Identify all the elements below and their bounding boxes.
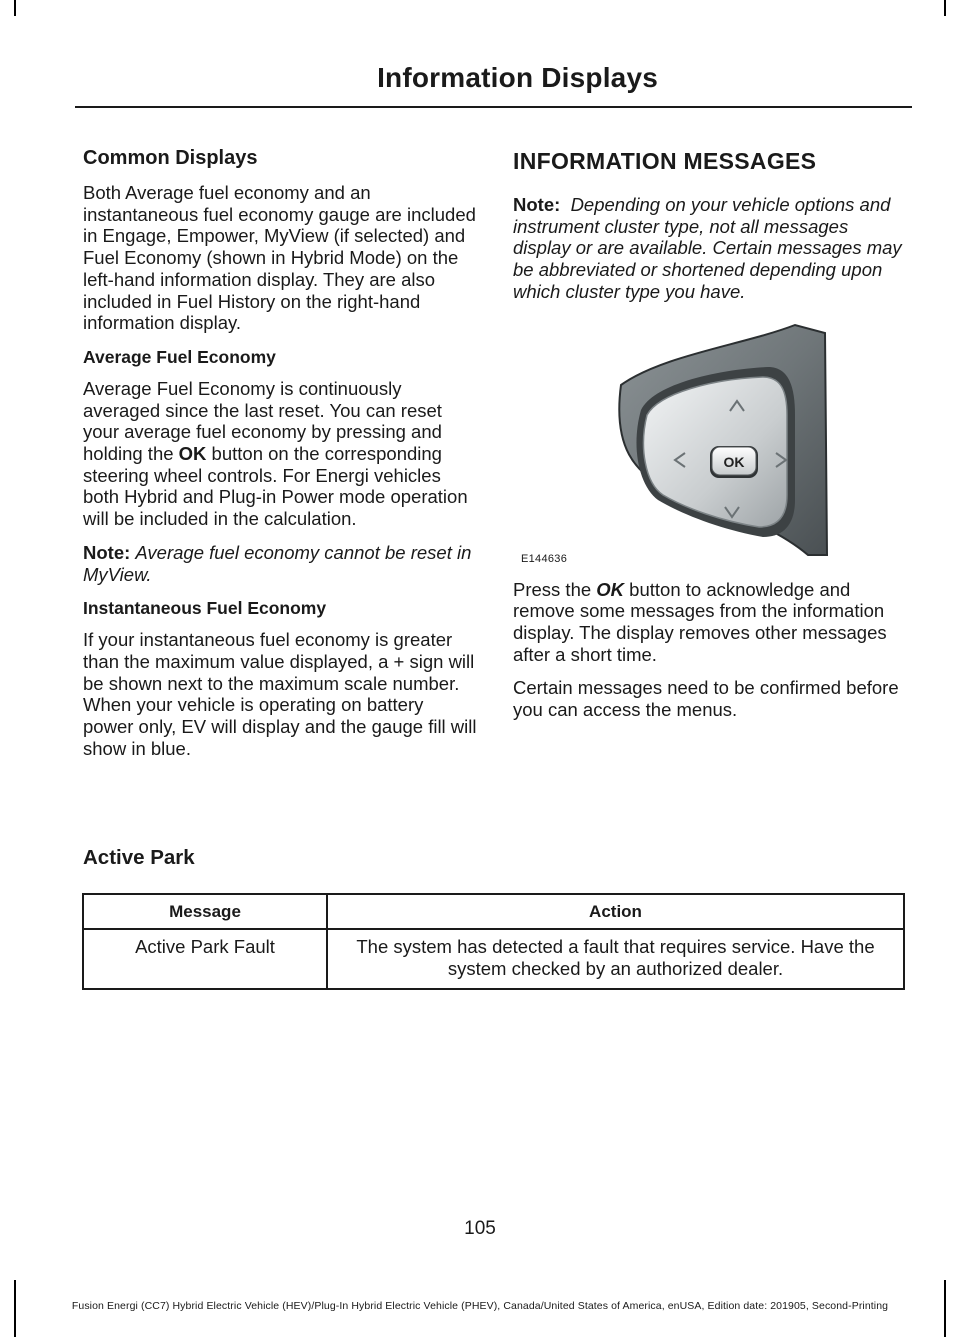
- page-header-title: Information Displays: [377, 62, 658, 93]
- note-text: Depending on your vehicle options and instrument cluster type, not all messages display or are available. Certain messages may be abbreviated or shortened depending upon which cluster type you have.: [513, 194, 902, 302]
- right-column: [513, 146, 910, 733]
- steering-wheel-controls-figure: [513, 315, 910, 565]
- figure-code: E144636: [521, 552, 568, 565]
- average-fuel-economy-body-end: button on the corresponding steering wheel controls. For Energi vehicles both Hybrid and Plug-in Power mode operation will be included in the calculation.: [83, 443, 468, 530]
- press-ok-start: Press the: [513, 578, 597, 600]
- common-displays-body: Both Average fuel economy and an instantaneous fuel economy gauge are included in Engage, Empower, MyView (if selected) and Fuel Economy (shown in Hybrid Mode) on the left-hand information display. They are also included in Fuel History on the right-hand information display.: [83, 182, 476, 334]
- ok-button-text: OK: [178, 443, 207, 465]
- footer-text: Fusion Energi (CC7) Hybrid Electric Vehicle (HEV)/Plug-In Hybrid Electric Vehicle (PHEV), Canada/United States of America, enUSA, Edition date: 201905, Second-Printing: [71, 1300, 889, 1312]
- table-header-row: [83, 894, 904, 929]
- column-header-message: Message: [83, 894, 327, 929]
- left-column: [83, 146, 478, 771]
- active-park-table: [82, 893, 905, 990]
- average-fuel-economy-body: [83, 378, 478, 530]
- figure-ok-button-label: OK: [723, 453, 745, 470]
- average-fuel-economy-note: [83, 542, 478, 585]
- press-ok-paragraph: [513, 579, 910, 666]
- ok-button-text: OK: [596, 578, 625, 600]
- column-header-action: Action: [327, 894, 904, 929]
- note-text: Average fuel economy cannot be reset in MyView.: [83, 541, 472, 585]
- instantaneous-fuel-economy-body: If your instantaneous fuel economy is greater than the maximum value displayed, a + sign will be shown next to the maximum scale number. When your vehicle is operating on battery power only, EV will display and the gauge fill will show in blue.: [83, 629, 477, 759]
- table-row: [83, 929, 904, 989]
- note-label: Note:: [513, 194, 561, 215]
- information-messages-heading: INFORMATION MESSAGES: [513, 148, 817, 174]
- confirm-paragraph: Certain messages need to be confirmed before you can access the menus.: [513, 677, 899, 721]
- note-label: Note:: [83, 541, 131, 563]
- action-cell: The system has detected a fault that requires service. Have the system checked by an authorized dealer.: [327, 929, 904, 989]
- instantaneous-fuel-economy-heading: Instantaneous Fuel Economy: [83, 598, 327, 619]
- header-rule: [75, 106, 912, 108]
- press-ok-end: button to acknowledge and remove some messages from the information display. The display removes other messages after a short time.: [513, 578, 887, 665]
- active-park-heading: Active Park: [83, 846, 195, 869]
- page-number: 105: [464, 1218, 496, 1239]
- crop-mark-top-left: [14, 0, 16, 16]
- message-cell: Active Park Fault: [83, 929, 327, 989]
- information-messages-note: [513, 194, 910, 303]
- average-fuel-economy-body-start: Average Fuel Economy is continuously averaged since the last reset. You can reset your average fuel economy by pressing and holding the: [83, 377, 442, 465]
- common-displays-heading: Common Displays: [83, 147, 258, 169]
- steering-wheel-controls-icon: [513, 315, 910, 565]
- crop-mark-top-right: [944, 0, 946, 16]
- average-fuel-economy-heading: Average Fuel Economy: [83, 346, 276, 367]
